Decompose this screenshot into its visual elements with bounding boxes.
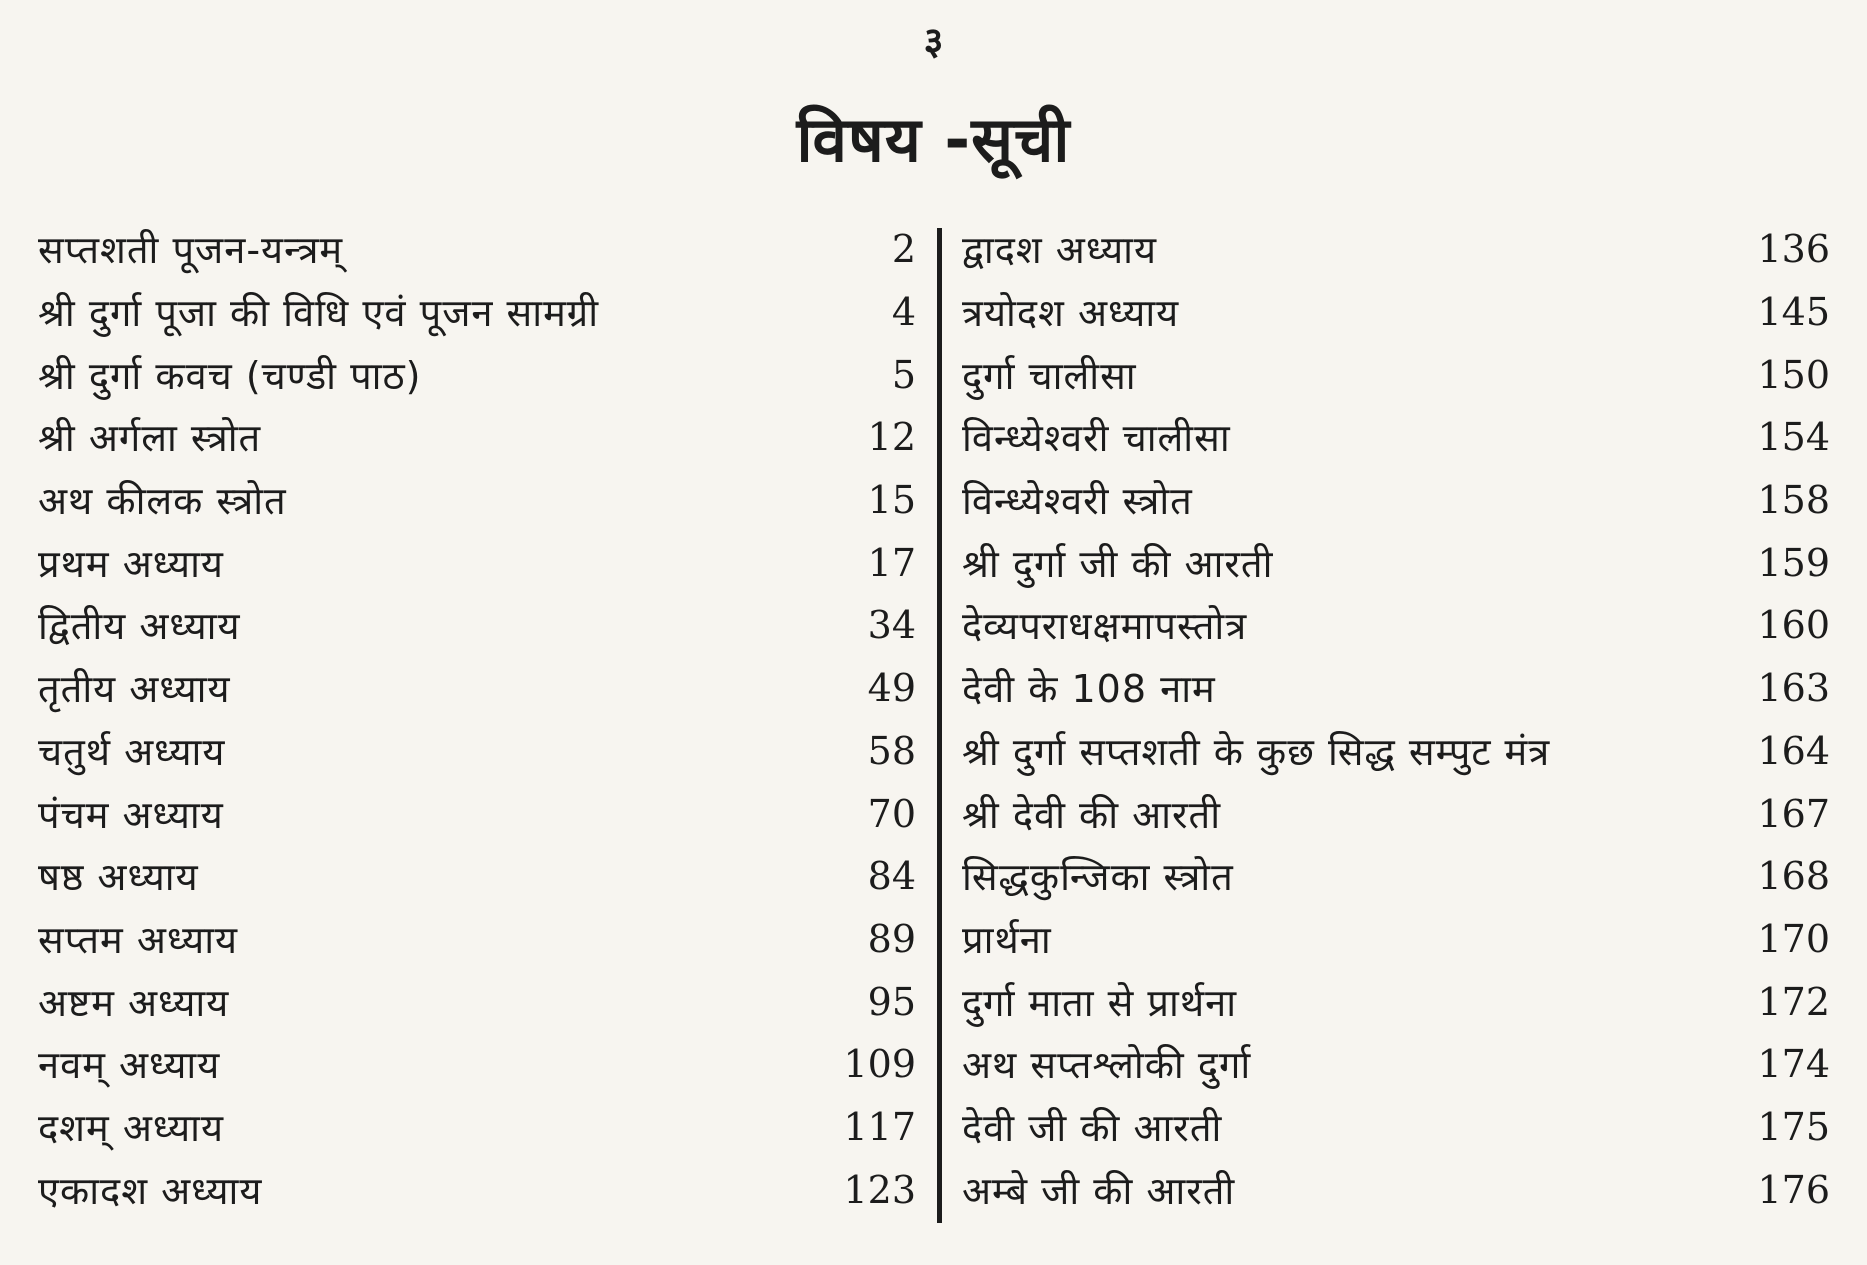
- toc-entry-page-number: 84: [867, 854, 916, 899]
- page-number: ३: [923, 18, 944, 63]
- toc-entry-page-number: 163: [1757, 666, 1830, 711]
- toc-entry-title: त्रयोदश अध्याय: [962, 291, 1180, 336]
- toc-entry-title: श्री दुर्गा जी की आरती: [962, 541, 1274, 586]
- toc-entry-page-number: 117: [843, 1104, 916, 1149]
- toc-entry-title: नवम् अध्याय: [38, 1043, 221, 1088]
- toc-entry-page-number: 15: [867, 478, 916, 523]
- page-title: विषय -सूची: [796, 103, 1071, 176]
- toc-entry-page-number: 5: [891, 352, 916, 397]
- toc-entry-title: दुर्गा माता से प्रार्थना: [962, 980, 1238, 1025]
- toc-entry-title: चतुर्थ अध्याय: [38, 729, 226, 774]
- toc-entry: [962, 1033, 1830, 1096]
- toc-entry-page-number: 168: [1757, 854, 1830, 899]
- toc-entry: [38, 343, 916, 406]
- toc-entry: [38, 469, 916, 532]
- toc-entry-page-number: 34: [867, 603, 916, 648]
- toc-entry: [38, 845, 916, 908]
- toc-entry-title: देव्यपराधक्षमापस्तोत्र: [962, 604, 1248, 649]
- toc-entry: [962, 1096, 1830, 1159]
- toc-entry: [38, 1033, 916, 1096]
- toc-right-column: [962, 218, 1830, 1221]
- toc-entry-page-number: 160: [1757, 603, 1830, 648]
- toc-entry-page-number: 175: [1757, 1104, 1830, 1149]
- toc-entry: [962, 218, 1830, 281]
- toc-entry: [962, 406, 1830, 469]
- toc-entry-page-number: 159: [1757, 540, 1830, 585]
- toc-entry-title: सिद्धकुन्जिका स्त्रोत: [962, 855, 1234, 900]
- toc-entry-title: तृतीय अध्याय: [38, 667, 231, 712]
- toc-entry-title: सप्तशती पूजन-यन्त्रम्: [38, 228, 344, 273]
- toc-entry: [38, 406, 916, 469]
- toc-entry-title: द्वितीय अध्याय: [38, 604, 241, 649]
- toc-entry: [962, 531, 1830, 594]
- toc-entry-title: देवी जी की आरती: [962, 1105, 1223, 1150]
- toc-entry: [962, 343, 1830, 406]
- toc-entry-page-number: 2: [891, 227, 916, 272]
- toc-entry: [962, 1158, 1830, 1221]
- toc-entry-title: एकादश अध्याय: [38, 1168, 263, 1213]
- toc-entry-page-number: 17: [867, 540, 916, 585]
- toc-entry: [38, 594, 916, 657]
- toc-entry: [962, 720, 1830, 783]
- toc-entry-title: विन्ध्येश्वरी चालीसा: [962, 416, 1231, 461]
- toc-entry-title: विन्ध्येश्वरी स्त्रोत: [962, 479, 1193, 524]
- toc-entry-title: देवी के 108 नाम: [962, 667, 1216, 712]
- toc-entry-title: श्री अर्गला स्त्रोत: [38, 416, 262, 461]
- toc-entry: [38, 218, 916, 281]
- toc-entry-title: प्रार्थना: [962, 917, 1052, 962]
- toc-entry-page-number: 170: [1757, 916, 1830, 961]
- toc-left-column: [38, 218, 916, 1221]
- column-divider: [937, 228, 942, 1223]
- toc-entry-title: अष्टम अध्याय: [38, 980, 230, 1025]
- toc-entry: [962, 469, 1830, 532]
- toc-entry-page-number: 109: [843, 1042, 916, 1087]
- toc-entry-page-number: 58: [867, 728, 916, 773]
- toc-entry-page-number: 167: [1757, 791, 1830, 836]
- toc-entry: [962, 594, 1830, 657]
- toc-entry-page-number: 136: [1757, 227, 1830, 272]
- toc-entry-page-number: 174: [1757, 1042, 1830, 1087]
- toc-entry-page-number: 12: [867, 415, 916, 460]
- toc-entry-page-number: 145: [1757, 290, 1830, 335]
- toc-entry-title: दुर्गा चालीसा: [962, 353, 1137, 398]
- toc-entry: [38, 782, 916, 845]
- toc-entry-title: श्री दुर्गा सप्तशती के कुछ सिद्ध सम्पुट मंत्र: [962, 729, 1551, 774]
- toc-entry: [38, 908, 916, 971]
- toc-entry-title: अथ सप्तश्लोकी दुर्गा: [962, 1043, 1252, 1088]
- toc-entry-title: षष्ठ अध्याय: [38, 855, 199, 900]
- toc-entry-title: द्वादश अध्याय: [962, 228, 1158, 273]
- toc-entry-page-number: 123: [843, 1167, 916, 1212]
- toc-entry-page-number: 154: [1757, 415, 1830, 460]
- toc-entry: [962, 657, 1830, 720]
- toc-entry: [962, 908, 1830, 971]
- toc-entry-title: अथ कीलक स्त्रोत: [38, 479, 287, 524]
- toc-entry-page-number: 4: [891, 290, 916, 335]
- toc-entry: [962, 970, 1830, 1033]
- toc-entry-title: अम्बे जी की आरती: [962, 1168, 1236, 1213]
- toc-entry: [38, 720, 916, 783]
- toc-entry-page-number: 70: [867, 791, 916, 836]
- toc-entry-page-number: 172: [1757, 979, 1830, 1024]
- toc-entry-title: श्री दुर्गा पूजा की विधि एवं पूजन सामग्री: [38, 291, 600, 336]
- toc-entry-title: प्रथम अध्याय: [38, 541, 224, 586]
- toc-entry-page-number: 49: [867, 666, 916, 711]
- toc-entry: [38, 1158, 916, 1221]
- toc-entry-page-number: 89: [867, 916, 916, 961]
- toc-entry: [38, 657, 916, 720]
- toc-entry-title: पंचम अध्याय: [38, 792, 224, 837]
- toc-entry: [38, 281, 916, 344]
- toc-entry-title: श्री दुर्गा कवच (चण्डी पाठ): [38, 353, 422, 398]
- toc-entry: [38, 531, 916, 594]
- toc-entry-page-number: 150: [1757, 352, 1830, 397]
- toc-entry-title: दशम् अध्याय: [38, 1105, 225, 1150]
- toc-entry: [962, 845, 1830, 908]
- toc-entry-page-number: 164: [1757, 728, 1830, 773]
- toc-entry-title: सप्तम अध्याय: [38, 917, 239, 962]
- toc-entry-page-number: 158: [1757, 478, 1830, 523]
- toc-entry-title: श्री देवी की आरती: [962, 792, 1222, 837]
- toc-entry-page-number: 95: [867, 979, 916, 1024]
- toc-entry: [962, 782, 1830, 845]
- toc-entry: [38, 1096, 916, 1159]
- toc-entry-page-number: 176: [1757, 1167, 1830, 1212]
- toc-entry: [962, 281, 1830, 344]
- toc-entry: [38, 970, 916, 1033]
